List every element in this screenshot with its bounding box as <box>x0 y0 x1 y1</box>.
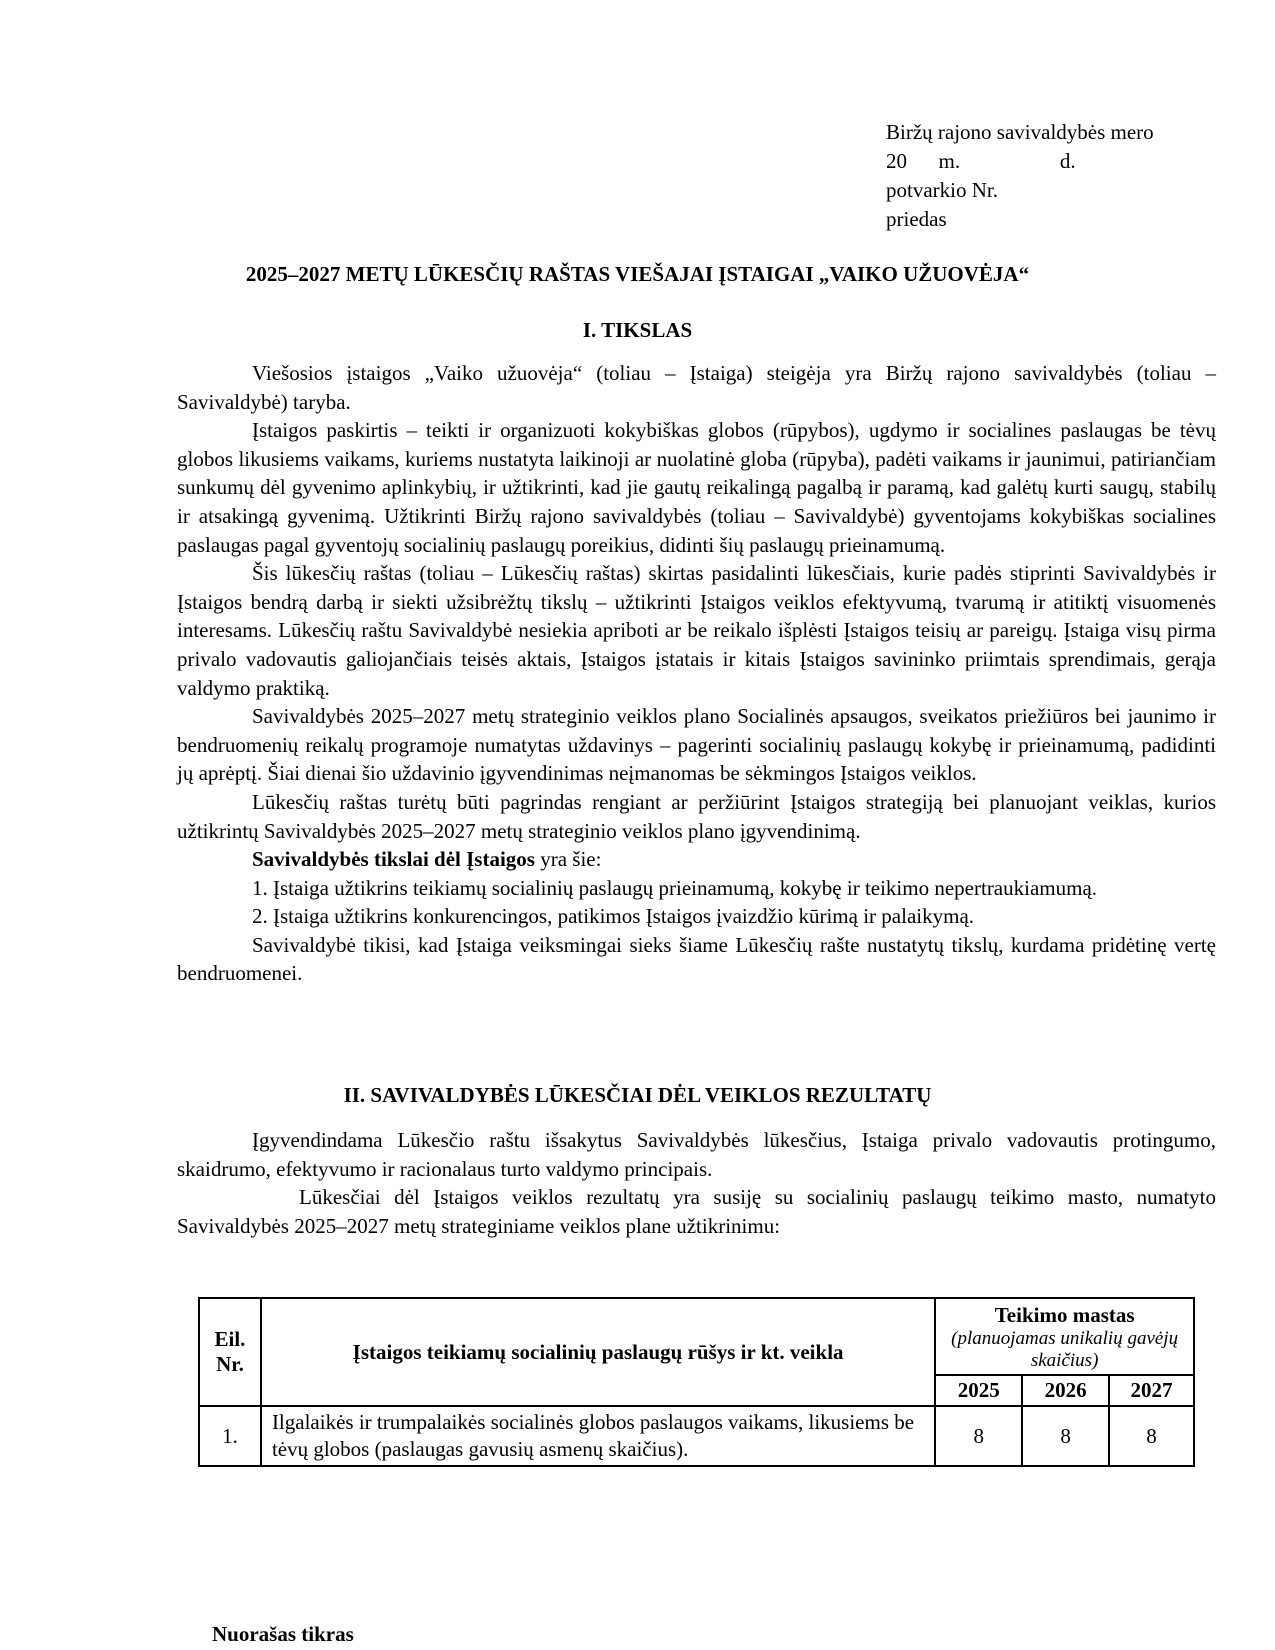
paragraph: Savivaldybės 2025–2027 metų strateginio veiklos plano Socialinės apsaugos, sveikatos priežiūros bei jaunimo ir bendruomenių reikalų programoje numatytas uždavinys – pagerinti socialinių paslaugų kokybę ir prieinamumą, padidinti jų aprėptį. Šiai dienai šio uždavinio įgyvendinimas neįmanomas be sėkmingos Įstaigos veiklos. <box>177 704 1216 786</box>
row-value-2026: 8 <box>1022 1406 1109 1466</box>
column-header-no-line1: Eil. <box>214 1327 246 1351</box>
service-scope-table <box>198 1297 1195 1467</box>
column-header-year: 2027 <box>1109 1375 1194 1406</box>
column-header-no <box>199 1298 261 1406</box>
approval-line: Biržų rajono savivaldybės mero <box>886 120 1154 144</box>
row-service: Ilgalaikės ir trumpalaikės socialinės globos paslaugos vaikams, likusiems be tėvų globos (paslaugas gavusių asmenų skaičius). <box>261 1406 935 1466</box>
paragraph: Šis lūkesčių raštas (toliau – Lūkesčių raštas) skirtas pasidalinti lūkesčiais, kurie padės stiprinti Savivaldybės ir Įstaigos bendrą darbą ir siekti užsibrėžtų tikslų – užtikrinti Įstaigos veiklos efektyvumą, tvarumą ir atitiktį visuomenės interesams. Lūkesčių raštu Savivaldybė nesiekia apriboti ar be reikalo išplėsti Įstaigos teisių ar pareigų. Įstaiga visų pirma privalo vadovautis galiojančiais teisės aktais, Įstaigos įstatais ir kitais Įstaigos savininko priimtais sprendimais, gerąja valdymo praktiką. <box>177 561 1216 700</box>
scope-subtitle: (planuojamas unikalių gavėjų skaičius) <box>951 1328 1179 1371</box>
column-header-year: 2025 <box>935 1375 1022 1406</box>
table-header-row <box>199 1298 1194 1375</box>
approval-line: potvarkio Nr. <box>886 178 998 202</box>
paragraph: Įstaigos paskirtis – teikti ir organizuoti kokybiškas globos (rūpybos), ugdymo ir socialines paslaugas be tėvų globos likusiems vaikams, kuriems nustatyta laikinoji ar nuolatinė globa (rūpyba), padėti vaikams ir jaunimui, patiriančiam sunkumų dėl gyvenimo aplinkybių, ir užtikrinti, kad jie gautų reikalingą pagalbą ir paramą, kad galėtų kurti saugų, stabilų ir atsakingą gyvenimą. Užtikrinti Biržų rajono savivaldybės (toliau – Savivaldybė) gyventojams kokybiškas socialines paslaugas pagal gyventojų socialinių paslaugų poreikius, didinti šių paslaugų prieinamumą. <box>177 418 1216 557</box>
approval-line: priedas <box>886 207 947 231</box>
section-1-body <box>177 359 1216 988</box>
goal-item: 2. Įstaiga užtikrins konkurencingos, patikimos Įstaigos įvaizdžio kūrimą ir palaikymą. <box>252 904 975 929</box>
row-value-2025: 8 <box>935 1406 1022 1466</box>
paragraph: Viešosios įstaigos „Vaiko užuovėja“ (toliau – Įstaiga) steigėja yra Biržų rajono savivaldybės (toliau – Savivaldybė) taryba. <box>177 361 1216 414</box>
column-header-no-line2: Nr. <box>216 1352 244 1376</box>
goal-item: 1. Įstaiga užtikrins teikiamų socialinių paslaugų prieinamumą, kokybę ir teikimo nepertraukiamumą. <box>252 875 1098 900</box>
approval-line: 20 m. d. <box>886 149 1076 173</box>
section-1-heading: I. TIKSLAS <box>582 318 693 342</box>
section-2-body <box>177 1126 1216 1240</box>
paragraph: Lūkesčių raštas turėtų būti pagrindas rengiant ar peržiūrint Įstaigos strategiją bei planuojant veiklas, kurios užtikrintų Savivaldybės 2025–2027 metų strateginio veiklos plano įgyvendinimą. <box>177 789 1216 843</box>
goals-intro-bold: Savivaldybės tikslai dėl Įstaigos <box>252 847 535 872</box>
closing-paragraph: Savivaldybė tikisi, kad Įstaiga veiksmingai sieks šiame Lūkesčių rašte nustatytų tikslų, kurdama pridėtinę vertę bendruomenei. <box>177 932 1216 986</box>
column-header-year: 2026 <box>1022 1375 1109 1406</box>
approval-block <box>886 118 1154 234</box>
row-number: 1. <box>199 1406 261 1466</box>
column-header-scope <box>935 1298 1194 1375</box>
document-title: 2025–2027 METŲ LŪKESČIŲ RAŠTAS VIEŠAJAI ĮSTAIGAI „VAIKO UŽUOVĖJA“ <box>245 262 1030 286</box>
goals-intro-rest: yra šie: <box>534 847 602 872</box>
table-row <box>199 1406 1194 1466</box>
goals-intro <box>177 845 1216 874</box>
column-header-service: Įstaigos teikiamų socialinių paslaugų rūšys ir kt. veikla <box>261 1298 935 1406</box>
row-value-2027: 8 <box>1109 1406 1194 1466</box>
paragraph: Lūkesčiai dėl Įstaigos veiklos rezultatų yra susiję su socialinių paslaugų teikimo masto, numatyto Savivaldybės 2025–2027 metų strateginiame veiklos plane užtikrinimu: <box>177 1185 1216 1238</box>
section-2-heading: II. SAVIVALDYBĖS LŪKESČIAI DĖL VEIKLOS REZULTATŲ <box>343 1083 932 1107</box>
paragraph: Įgyvendindama Lūkesčio raštu išsakytus Savivaldybės lūkesčius, Įstaiga privalo vadovautis protingumo, skaidrumo, efektyvumo ir racionalaus turto valdymo principais. <box>177 1128 1216 1181</box>
certified-copy-note: Nuorašas tikras <box>212 1622 354 1646</box>
scope-title: Teikimo mastas <box>994 1303 1135 1327</box>
